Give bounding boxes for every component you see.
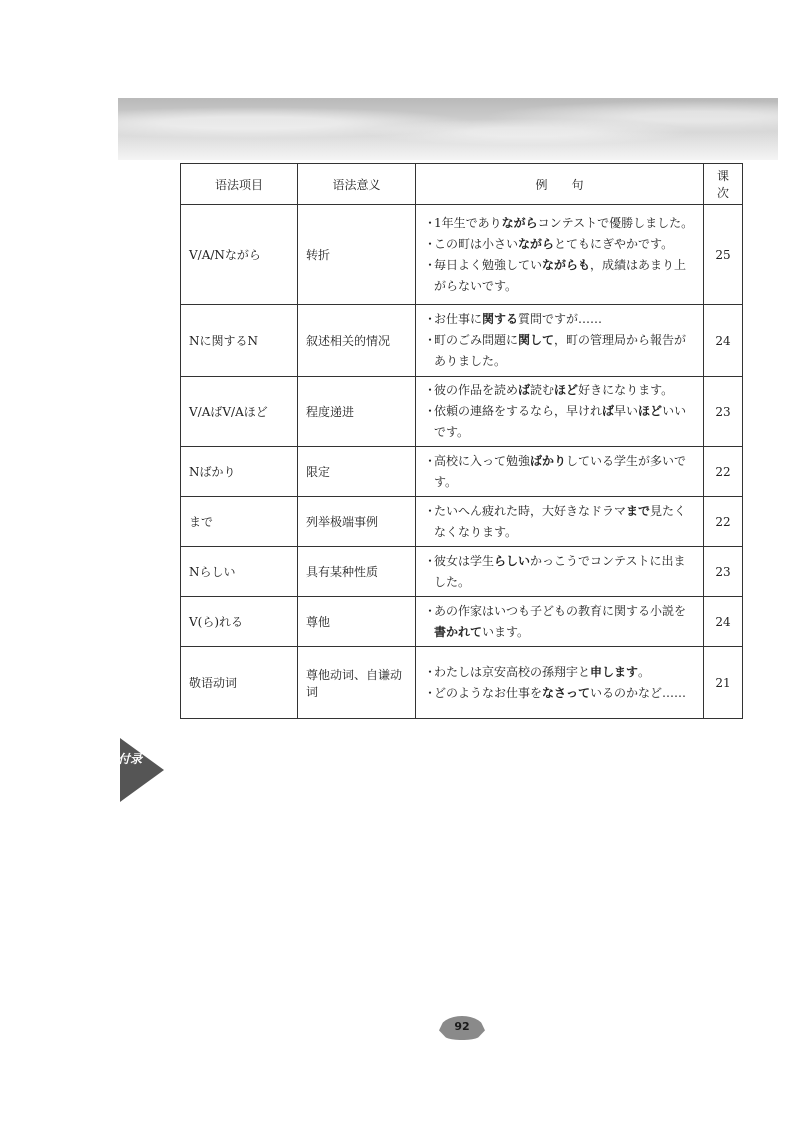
table-row xyxy=(181,497,743,547)
example-keyword: ほど xyxy=(554,383,579,397)
grammar-item: Nに関するN xyxy=(181,305,298,377)
example-text: とてもにぎやかです。 xyxy=(554,236,674,251)
example-keyword: ば xyxy=(518,383,531,397)
header-grammar-meaning: 语法意义 xyxy=(298,164,416,205)
example-text: 読む xyxy=(530,383,555,397)
grammar-meaning: 尊他动词、自谦动词 xyxy=(298,647,416,719)
example-sentence xyxy=(424,662,695,683)
lesson-number: 25 xyxy=(704,205,743,305)
lesson-number: 24 xyxy=(704,305,743,377)
grammar-meaning: 转折 xyxy=(298,205,416,305)
example-text: あの作家はいつも子どもの教育に関する小説を xyxy=(434,603,687,618)
example-keyword: 書かれて xyxy=(434,624,483,639)
page-number: 92 xyxy=(454,1020,470,1033)
example-text: お仕事に xyxy=(434,312,483,326)
example-keyword: ば xyxy=(602,404,615,418)
grammar-item: V(ら)れる xyxy=(181,597,298,647)
table-row xyxy=(181,205,743,305)
example-keyword: 関して xyxy=(518,333,555,347)
example-text: いるのかなど…… xyxy=(590,685,687,700)
example-sentence xyxy=(424,551,695,593)
example-text: いいです。 xyxy=(434,404,687,439)
grammar-meaning: 叙述相关的情况 xyxy=(298,305,416,377)
grammar-item: Nばかり xyxy=(181,447,298,497)
table-row xyxy=(181,647,743,719)
example-text: わたしは京安高校の孫翔宇と xyxy=(434,664,591,679)
example-sentence xyxy=(424,255,695,297)
example-text: たいへん疲れた時，大好きなドラマ xyxy=(434,503,627,518)
lesson-number: 23 xyxy=(704,377,743,447)
example-text: 彼の作品を読め xyxy=(434,383,519,397)
header-grammar-item: 语法项目 xyxy=(181,164,298,205)
grammar-table xyxy=(180,163,743,719)
example-cell xyxy=(416,547,704,597)
example-keyword: なさって xyxy=(542,685,591,700)
header-example-sentences: 例 句 xyxy=(416,164,704,205)
example-text: コンテストで優勝しました。 xyxy=(537,215,694,230)
example-sentence xyxy=(424,380,695,401)
example-text: 早い xyxy=(614,404,639,418)
example-text: 町のごみ問題に xyxy=(434,333,519,347)
example-text: います。 xyxy=(482,624,530,639)
example-text: ，町の管理局から報告がありました。 xyxy=(434,333,687,368)
example-text: かっこうでコンテストに出ました。 xyxy=(434,553,686,589)
grammar-item: Nらしい xyxy=(181,547,298,597)
grammar-meaning: 列举极端事例 xyxy=(298,497,416,547)
example-text: 依頼の連絡をするなら，早けれ xyxy=(434,404,603,418)
example-sentence xyxy=(424,601,695,643)
lesson-number: 22 xyxy=(704,447,743,497)
example-cell xyxy=(416,447,704,497)
table-row xyxy=(181,305,743,377)
example-keyword: ほど xyxy=(638,404,663,418)
example-cell xyxy=(416,205,704,305)
grammar-meaning: 具有某种性质 xyxy=(298,547,416,597)
example-keyword: ながらも xyxy=(542,257,591,272)
example-cell xyxy=(416,597,704,647)
table-row xyxy=(181,597,743,647)
example-text: 見たくなくなります。 xyxy=(434,503,687,539)
grammar-meaning: 程度递进 xyxy=(298,377,416,447)
example-text: どのようなお仕事を xyxy=(434,685,543,700)
example-keyword: ばかり xyxy=(530,453,567,468)
example-text: 好きになります。 xyxy=(578,383,674,397)
example-sentence xyxy=(424,330,695,372)
example-cell xyxy=(416,305,704,377)
grammar-item: 敬语动词 xyxy=(181,647,298,719)
table-row xyxy=(181,377,743,447)
example-text: この町は小さい xyxy=(434,236,519,251)
example-sentence xyxy=(424,309,695,330)
example-sentence xyxy=(424,451,695,493)
grammar-meaning: 限定 xyxy=(298,447,416,497)
grammar-item: まで xyxy=(181,497,298,547)
grammar-meaning: 尊他 xyxy=(298,597,416,647)
example-sentence xyxy=(424,401,695,443)
example-sentence xyxy=(424,683,695,704)
example-cell xyxy=(416,497,704,547)
lesson-number: 24 xyxy=(704,597,743,647)
lesson-number: 22 xyxy=(704,497,743,547)
example-keyword: まで xyxy=(626,503,651,518)
example-text: 質問ですが…… xyxy=(518,312,603,326)
example-text: 高校に入って勉強 xyxy=(434,453,531,468)
header-lesson: 课次 xyxy=(704,164,743,205)
example-keyword: ながら xyxy=(501,215,538,230)
example-text: 1年生であり xyxy=(434,215,502,230)
example-sentence xyxy=(424,501,695,543)
example-keyword: 申します xyxy=(590,664,639,679)
example-cell xyxy=(416,377,704,447)
example-text: 毎日よく勉強してい xyxy=(434,257,543,272)
example-keyword: 関する xyxy=(482,312,519,326)
example-text: している学生が多いです。 xyxy=(434,453,687,489)
table-row xyxy=(181,447,743,497)
table-row xyxy=(181,547,743,597)
lesson-number: 21 xyxy=(704,647,743,719)
table-header-row xyxy=(181,164,743,205)
header-decorative-band xyxy=(118,98,778,160)
example-cell xyxy=(416,647,704,719)
appendix-tab-marker xyxy=(120,738,164,802)
example-sentence xyxy=(424,234,695,255)
grammar-item: V/A/Nながら xyxy=(181,205,298,305)
example-keyword: ながら xyxy=(518,236,555,251)
example-sentence xyxy=(424,213,695,234)
example-text: ，成績はあまり上がらないです。 xyxy=(434,257,687,293)
example-text: 彼女は学生 xyxy=(434,553,495,568)
appendix-tab-label: 付录 xyxy=(118,752,143,766)
grammar-item: V/AばV/Aほど xyxy=(181,377,298,447)
example-text: 。 xyxy=(638,664,651,679)
lesson-number: 23 xyxy=(704,547,743,597)
example-keyword: らしい xyxy=(494,553,531,568)
